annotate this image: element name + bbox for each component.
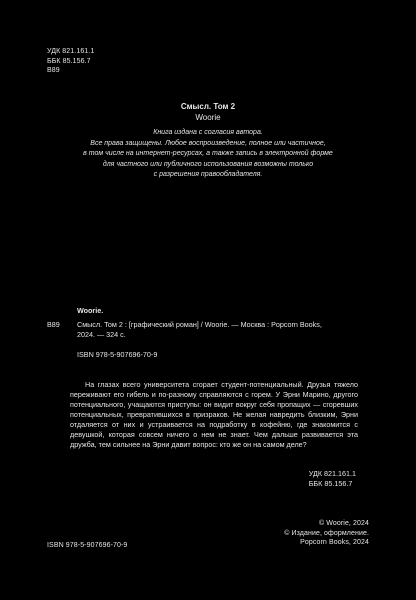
bbk-code: ББК 85.156.7 <box>47 57 91 65</box>
catalog-author-mark: В89 <box>47 320 60 329</box>
udk-code: УДК 821.161.1 <box>47 48 95 55</box>
copyright-line: Popcorn Books, 2024 <box>300 539 369 546</box>
book-author: Woorie <box>195 113 221 122</box>
annotation-text: На глазах всего университета сгорает студент-потенциальный. Друзья тяжело переживают его гибель и по-разному справляются с горем. У Эрни Марино, другого потенциального, учащаются приступы: он видит вокруг себя пропащих — сгоревших потенциальных, превратившихся в призраков. Не желая навредить близким, Эрни отдаляется от них и устраивается на подработку в кофейню, где знакомится с девушкой, которая совсем ничего о нем не знает. Чем дальше развивается эта дружба, тем сильнее на Эрни давит вопрос: кто же он на самом деле? <box>70 380 358 449</box>
bbk-code: ББК 85.156.7 <box>308 479 353 488</box>
isbn-bottom: ISBN 978-5-907696-70-9 <box>47 542 128 549</box>
catalog-description-line: Смысл. Том 2 : [графический роман] / Woorie. — Москва : Popcorn Books, <box>77 320 322 329</box>
udk-code: УДК 821.161.1 <box>308 469 356 478</box>
copyright-line: © Woorie, 2024 <box>318 520 369 527</box>
rights-notice <box>60 128 356 181</box>
rights-line: в том числе на интернет-ресурсах, а также запись в электронной форме <box>83 150 333 157</box>
catalog-record <box>47 306 367 360</box>
bottom-classification-block <box>309 469 356 489</box>
catalog-description-line: 2024. — 324 с. <box>77 330 126 339</box>
annotation <box>70 380 358 450</box>
copyright-block <box>284 519 369 548</box>
catalog-author-heading: Woorie. <box>77 306 104 315</box>
book-title: Смысл. Том 2 <box>180 102 236 111</box>
title-block <box>0 101 416 123</box>
rights-line: Книга издана с согласия автора. <box>153 129 263 136</box>
catalog-isbn: ISBN 978-5-907696-70-9 <box>77 350 158 359</box>
rights-line: Все права защищены. Любое воспроизведение, полное или частичное, <box>90 139 326 147</box>
rights-line: с разрешения правообладателя. <box>153 171 263 178</box>
rights-line: для частного или публичного использования возможны только <box>102 160 314 168</box>
author-mark: В89 <box>47 67 60 74</box>
top-classification-block <box>47 47 94 76</box>
copyright-line: © Издание, оформление. <box>284 529 369 537</box>
